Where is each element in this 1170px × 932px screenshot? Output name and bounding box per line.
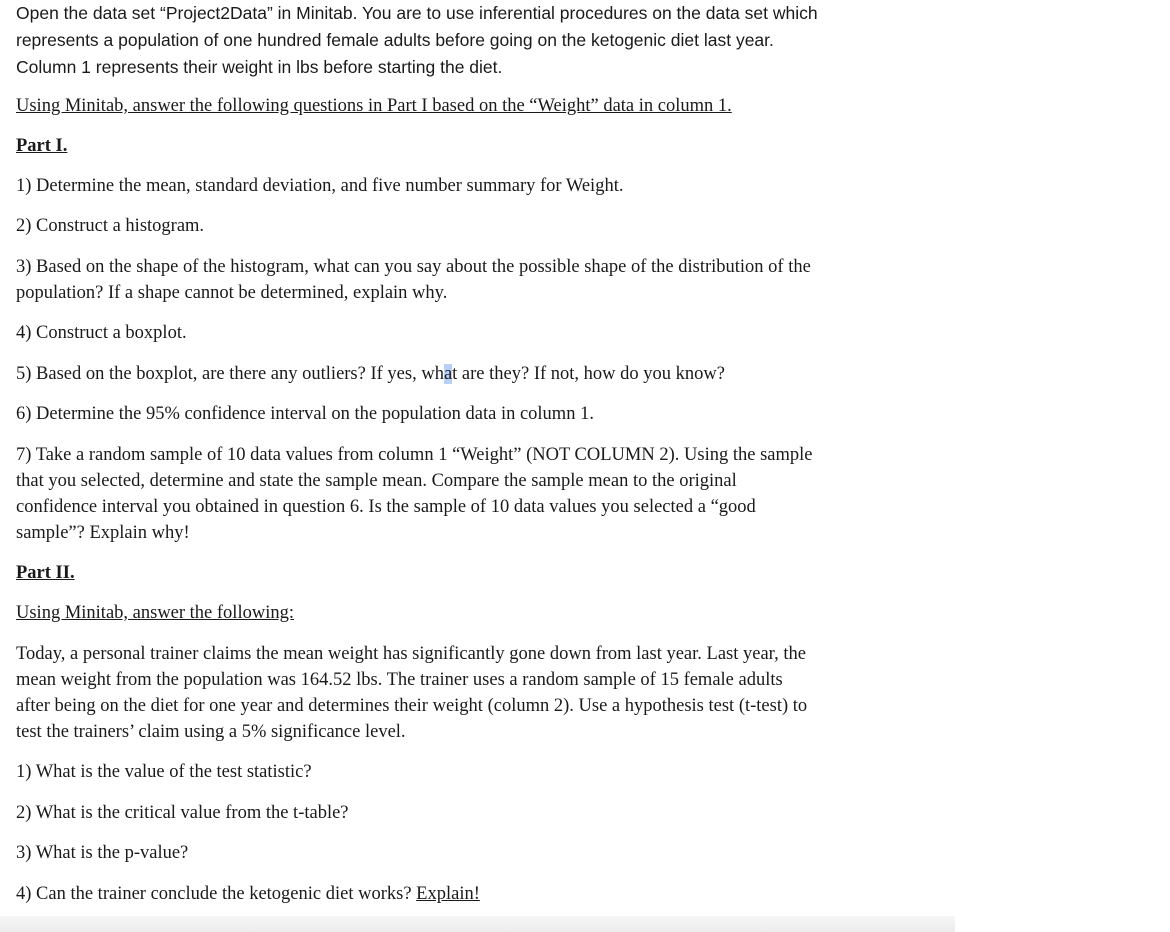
question-text: 4) Can the trainer conclude the ketogenic diet works? <box>16 884 417 904</box>
paragraph-line: after being on the diet for one year and determines their weight (column 2). Use a hypothesis test (t-test) to <box>16 696 808 716</box>
paragraph-line: mean weight from the population was 164.52 lbs. The trainer uses a random sample of 15 female adults <box>16 670 783 690</box>
paragraph-line: Today, a personal trainer claims the mean weight has significantly gone down from last year. Last year, the <box>16 644 806 664</box>
intro-line: represents a population of one hundred female adults before going on the ketogenic diet last year. <box>16 30 774 50</box>
page-bottom-edge <box>0 916 955 932</box>
document-page <box>16 0 1156 907</box>
question-line: 7) Take a random sample of 10 data values from column 1 “Weight” (NOT COLUMN 2). Using the sample <box>16 445 813 465</box>
question-line: confidence interval you obtained in question 6. Is the sample of 10 data values you selected a “good <box>16 497 756 517</box>
part1-instruction: Using Minitab, answer the following questions in Part I based on the “Weight” data in column 1. <box>16 96 732 116</box>
intro-line: Open the data set “Project2Data” in Minitab. You are to use inferential procedures on the data set which <box>16 3 818 23</box>
part2-heading: Part II. <box>16 563 75 583</box>
text-selection-highlight[interactable]: a <box>443 364 453 384</box>
question-text: 5) Based on the boxplot, are there any outliers? If yes, wh <box>16 364 444 384</box>
intro-paragraph <box>16 0 1156 81</box>
paragraph-line: test the trainers’ claim using a 5% significance level. <box>16 722 406 742</box>
question-line: population? If a shape cannot be determined, explain why. <box>16 283 448 303</box>
question-line: that you selected, determine and state the sample mean. Compare the sample mean to the original <box>16 471 737 491</box>
part2-question-4 <box>16 881 1156 907</box>
part2-paragraph <box>16 641 1156 745</box>
part1-question-2: 2) Construct a histogram. <box>16 216 205 236</box>
explain-emphasis: Explain! <box>416 884 480 904</box>
part1-question-1: 1) Determine the mean, standard deviation, and five number summary for Weight. <box>16 176 624 196</box>
question-line: 3) Based on the shape of the histogram, what can you say about the possible shape of the distribution of the <box>16 257 811 277</box>
part2-question-2: 2) What is the critical value from the t-table? <box>16 803 349 823</box>
part1-question-5 <box>16 361 1156 387</box>
part2-question-3: 3) What is the p-value? <box>16 843 189 863</box>
intro-line: Column 1 represents their weight in lbs before starting the diet. <box>16 57 503 77</box>
question-line: sample”? Explain why! <box>16 523 190 543</box>
part1-question-4: 4) Construct a boxplot. <box>16 323 187 343</box>
part1-question-3 <box>16 254 1156 306</box>
part2-instruction: Using Minitab, answer the following: <box>16 603 294 623</box>
part1-question-7 <box>16 442 1156 546</box>
part1-question-6: 6) Determine the 95% confidence interval on the population data in column 1. <box>16 404 594 424</box>
question-text: t are they? If not, how do you know? <box>452 364 725 384</box>
part2-question-1: 1) What is the value of the test statistic? <box>16 762 312 782</box>
part1-heading: Part I. <box>16 136 68 156</box>
